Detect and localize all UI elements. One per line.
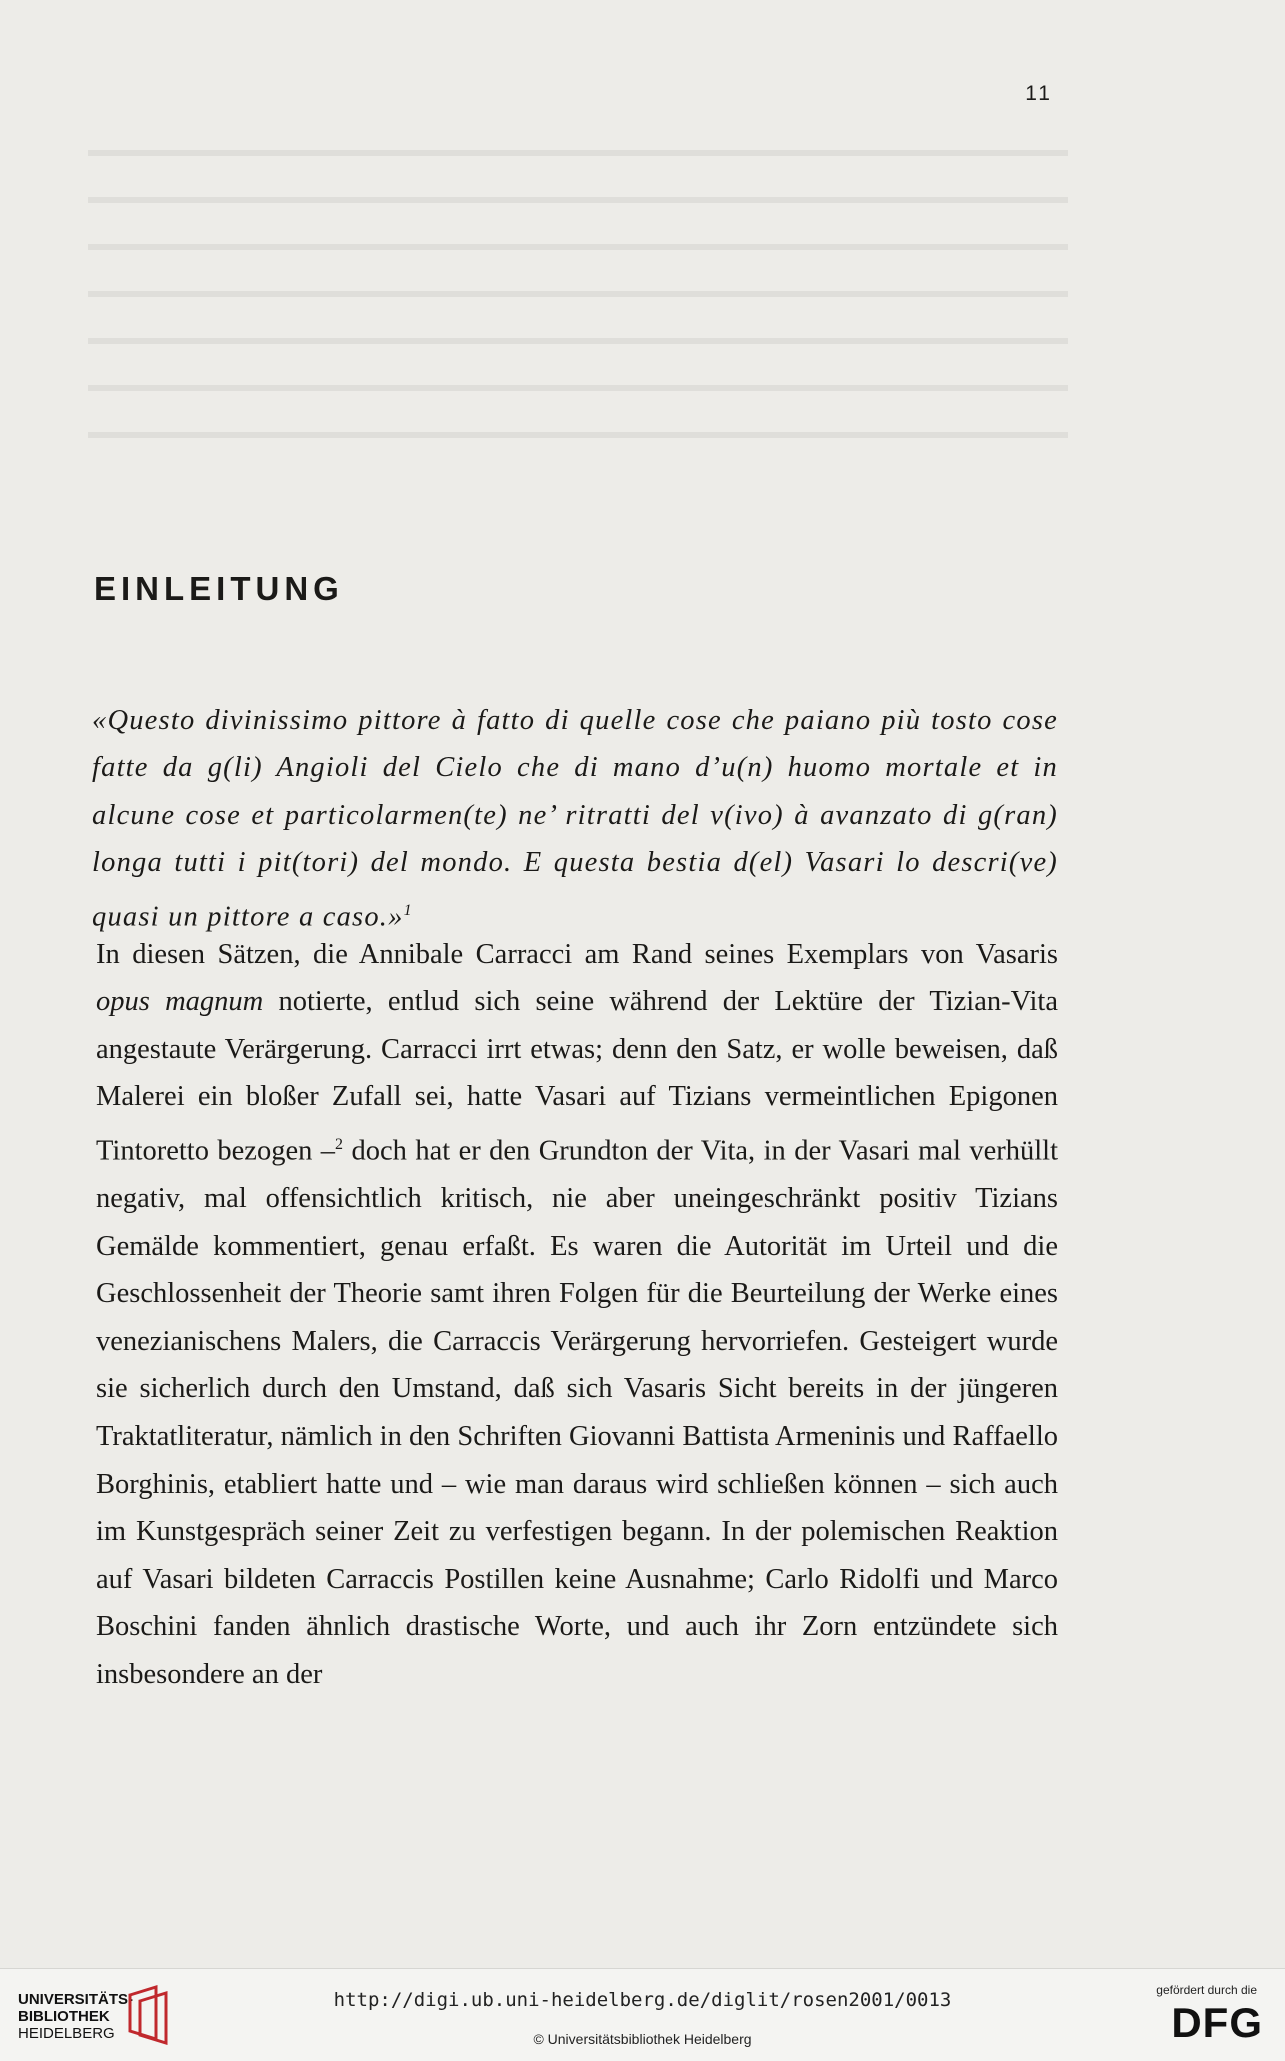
epigraph-quote xyxy=(92,697,1058,941)
library-name: UNIVERSITÄTS- BIBLIOTHEK HEIDELBERG xyxy=(18,1991,134,2042)
chapter-heading: EINLEITUNG xyxy=(94,570,344,607)
footnote-ref-1: 1 xyxy=(403,901,413,919)
body-paragraph xyxy=(96,931,1058,1699)
footnote-ref-2: 2 xyxy=(335,1135,344,1153)
body-text-2: notierte, entlud sich seine während der Lektüre der Tizian-Vita angestaute Verärgerung. Carracci irrt etwas; denn den Satz, er wolle beweisen, daß Malerei ein bloßer Zufall sei, hatte Vasari auf Tizians vermeintlichen Epigonen Tintoretto bezogen – xyxy=(96,986,1058,1167)
dfg-logo: DFG xyxy=(1171,1999,1263,2046)
copyright-notice: © Universitätsbibliothek Heidelberg xyxy=(533,2031,752,2047)
digitization-footer xyxy=(0,1968,1285,2061)
body-text-3: doch hat er den Grundton der Vita, in der Vasari mal verhüllt negativ, mal offensichtlich kritisch, nie aber uneingeschränkt positiv Tizians Gemälde kommentiert, genau erfaßt. Es waren die Autorität im Urteil und die Geschlossenheit der Theorie samt ihren Folgen für die Beurteilung der Werke eines venezianischens Malers, die Carraccis Verärgerung hervorriefen. Gesteigert wurde sie sicherlich durch den Umstand, daß sich Vasaris Sicht bereits in der jüngeren Traktatliteratur, nämlich in den Schriften Giovanni Battista Armeninis und Raffaello Borghinis, etabliert hatte und – wie man daraus wird schließen können – sich auch im Kunstgespräch seiner Zeit zu verfestigen begann. In der polemischen Reaktion auf Vasari bildeten Carraccis Postillen keine Ausnahme; Carlo Ridolfi und Marco Boschini fanden ähnlich drastische Worte, und auch ihr Zorn entzündete sich insbesondere an der xyxy=(96,1135,1058,1690)
body-italic: opus magnum xyxy=(96,986,264,1018)
quote-text: «Questo divinissimo pittore à fatto di quelle cose che paiano più tosto cose fatte da g(li) Angioli del Cielo che di mano d’u(n) huomo mortale et in alcune cose et particolarmen(te) ne’ ritratti del v(ivo) à avanzato di g(ran) longa tutti i pit(tori) del mondo. E questa bestia d(el) Vasari lo descri(ve) quasi un pittore a caso.» xyxy=(92,704,1058,932)
funder-label: gefördert durch die xyxy=(1156,1983,1257,1997)
show-through-texture xyxy=(88,150,1068,470)
page-number: 11 xyxy=(1025,82,1053,105)
permalink-url[interactable]: http://digi.ub.uni-heidelberg.de/diglit/rosen2001/0013 xyxy=(333,1989,952,2011)
body-text-1: In diesen Sätzen, die Annibale Carracci am Rand seines Exemplars von Vasaris xyxy=(96,938,1058,970)
